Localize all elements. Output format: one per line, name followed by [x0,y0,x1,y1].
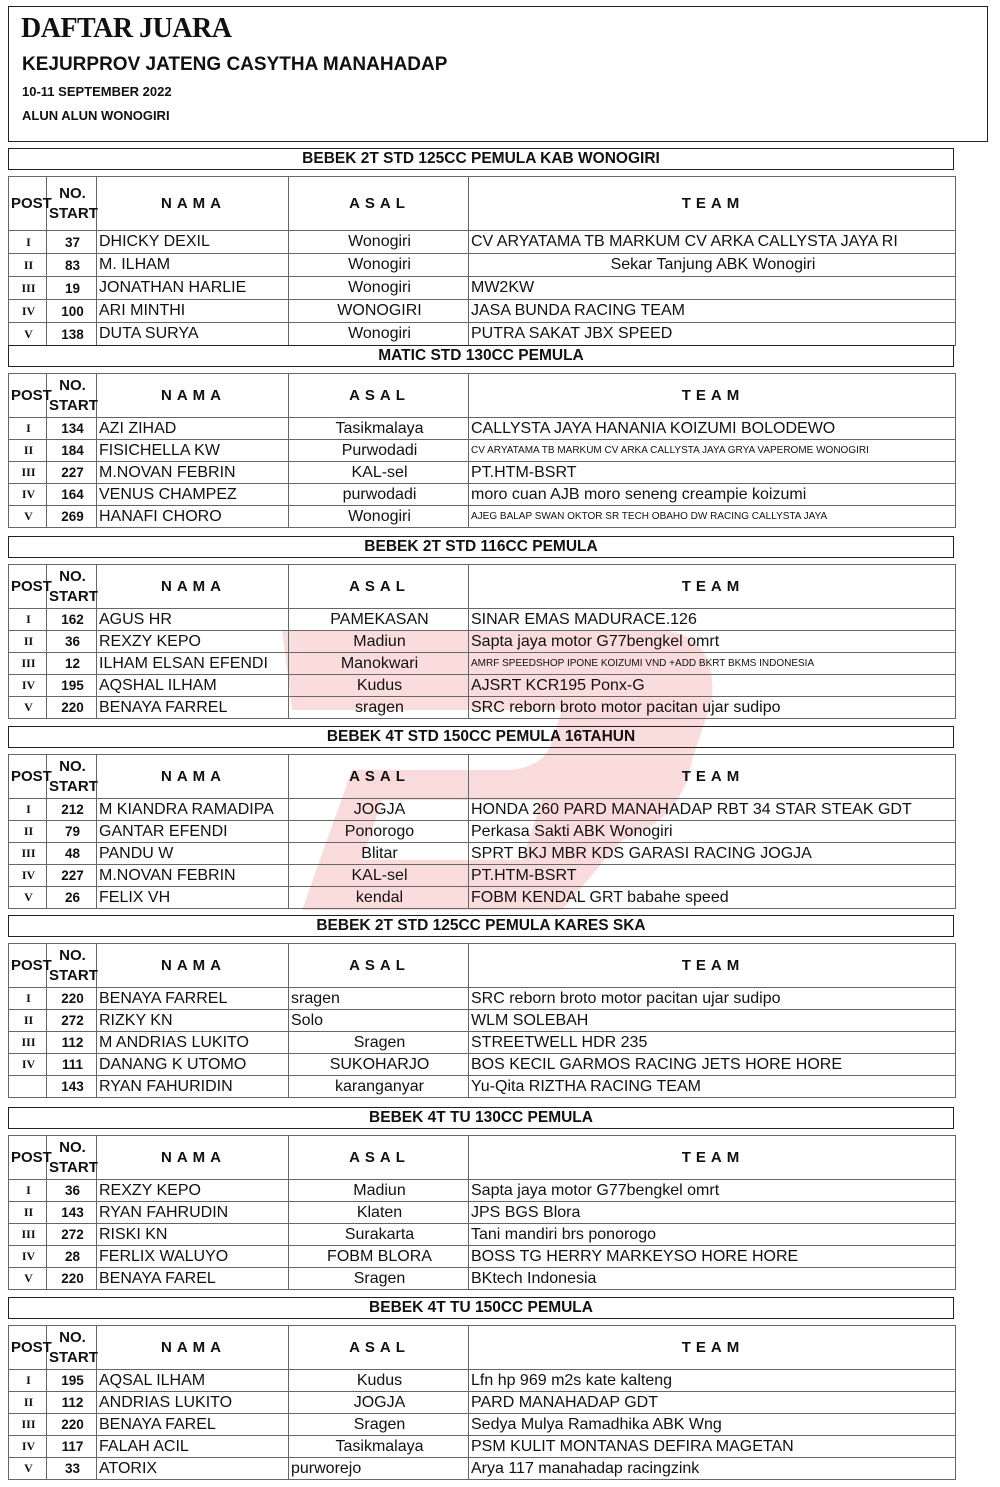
column-header-nama: NAMA [97,755,289,799]
no-label: NO. [59,757,86,775]
position-cell: II [9,254,47,277]
column-header-nama: NAMA [97,1136,289,1180]
section-title: BEBEK 2T STD 125CC PEMULA KAB WONOGIRI [8,148,954,170]
table-header-row [9,1326,956,1370]
result-section [8,726,988,909]
start-number-cell: 36 [47,631,97,653]
rider-name-cell: M. ILHAM [97,254,289,277]
start-number-cell: 212 [47,799,97,821]
table-row [9,1180,956,1202]
team-cell: PSM KULIT MONTANAS DEFIRA MAGETAN [469,1436,956,1458]
start-number-cell: 112 [47,1032,97,1054]
table-row [9,300,956,323]
start-number-cell: 33 [47,1458,97,1480]
origin-cell: SUKOHARJO [289,1054,469,1076]
start-number-cell: 12 [47,653,97,675]
table-row [9,631,956,653]
position-cell: I [9,418,47,440]
origin-cell: sragen [289,697,469,719]
rider-name-cell: RISKI KN [97,1224,289,1246]
start-number-cell: 36 [47,1180,97,1202]
rider-name-cell: AQSAL ILHAM [97,1370,289,1392]
position-cell: IV [9,675,47,697]
team-cell: AMRF SPEEDSHOP IPONE KOIZUMI VND +ADD BKRT BKMS INDONESIA [469,653,956,675]
no-label: NO. [59,376,86,394]
start-number-cell: 19 [47,277,97,300]
section-title: BEBEK 4T STD 150CC PEMULA 16TAHUN [8,726,954,748]
table-row [9,821,956,843]
start-number-cell: 37 [47,231,97,254]
table-row [9,1414,956,1436]
position-cell: III [9,1224,47,1246]
table-row [9,323,956,346]
start-label: START [49,1158,98,1176]
results-table [8,943,956,1098]
rider-name-cell: M ANDRIAS LUKITO [97,1032,289,1054]
no-label: NO. [59,946,86,964]
table-row [9,462,956,484]
column-header-pos: POST [9,565,47,609]
table-header-row [9,1136,956,1180]
column-header-nama: NAMA [97,944,289,988]
position-cell: V [9,323,47,346]
rider-name-cell: AZI ZIHAD [97,418,289,440]
rider-name-cell: PANDU W [97,843,289,865]
column-header-pos: POST [9,755,47,799]
start-number-cell: 138 [47,323,97,346]
column-header-asal: ASAL [289,755,469,799]
position-cell: IV [9,1246,47,1268]
rider-name-cell: FISICHELLA KW [97,440,289,462]
rider-name-cell: RYAN FAHRUDIN [97,1202,289,1224]
table-row [9,609,956,631]
start-number-cell: 100 [47,300,97,323]
column-header-no-start [47,565,97,609]
origin-cell: Wonogiri [289,277,469,300]
position-cell: II [9,631,47,653]
origin-cell: Surakarta [289,1224,469,1246]
rider-name-cell: BENAYA FAREL [97,1268,289,1290]
table-row [9,1010,956,1032]
origin-cell: Manokwari [289,653,469,675]
team-cell: SRC reborn broto motor pacitan ujar sudipo [469,988,956,1010]
position-cell: III [9,462,47,484]
origin-cell: purwodadi [289,484,469,506]
table-row [9,254,956,277]
result-section [8,148,988,346]
result-section [8,345,988,528]
rider-name-cell: ANDRIAS LUKITO [97,1392,289,1414]
table-header-row [9,565,956,609]
team-cell: MW2KW [469,277,956,300]
column-header-pos: POST [9,1136,47,1180]
rider-name-cell: BENAYA FARREL [97,988,289,1010]
position-cell: II [9,440,47,462]
team-cell: PUTRA SAKAT JBX SPEED [469,323,956,346]
start-number-cell: 195 [47,1370,97,1392]
team-cell: JPS BGS Blora [469,1202,956,1224]
column-header-pos: POST [9,944,47,988]
table-row [9,1076,956,1098]
column-header-nama: NAMA [97,177,289,231]
team-cell: Sapta jaya motor G77bengkel omrt [469,1180,956,1202]
start-number-cell: 220 [47,1414,97,1436]
start-label: START [49,966,98,984]
table-header-row [9,177,956,231]
rider-name-cell: M.NOVAN FEBRIN [97,462,289,484]
origin-cell: JOGJA [289,799,469,821]
table-header-row [9,755,956,799]
table-row [9,988,956,1010]
event-name: KEJURPROV JATENG CASYTHA MANAHADAP [22,54,448,75]
no-label: NO. [59,567,86,585]
position-cell: III [9,653,47,675]
position-cell: V [9,506,47,528]
table-row [9,277,956,300]
origin-cell: Sragen [289,1414,469,1436]
rider-name-cell: ILHAM ELSAN EFENDI [97,653,289,675]
table-row [9,887,956,909]
section-title: BEBEK 2T STD 116CC PEMULA [8,536,954,558]
position-cell: III [9,1032,47,1054]
column-header-no-start [47,177,97,231]
team-cell: CV ARYATAMA TB MARKUM CV ARKA CALLYSTA JAYA GRYA VAPEROME WONOGIRI [469,440,956,462]
table-row [9,1224,956,1246]
position-cell: I [9,799,47,821]
document-title: DAFTAR JUARA [21,13,232,44]
origin-cell: WONOGIRI [289,300,469,323]
result-section [8,536,988,719]
origin-cell: Sragen [289,1268,469,1290]
rider-name-cell: ARI MINTHI [97,300,289,323]
result-section [8,1107,988,1290]
team-cell: PARD MANAHADAP GDT [469,1392,956,1414]
start-number-cell: 272 [47,1224,97,1246]
column-header-no-start [47,1326,97,1370]
table-row [9,1268,956,1290]
position-cell: II [9,821,47,843]
column-header-team: TEAM [469,1136,956,1180]
table-row [9,1392,956,1414]
origin-cell: purworejo [289,1458,469,1480]
rider-name-cell: JONATHAN HARLIE [97,277,289,300]
team-cell: PT.HTM-BSRT [469,462,956,484]
table-row [9,799,956,821]
table-row [9,697,956,719]
results-table [8,373,956,528]
result-section [8,915,988,1098]
position-cell: IV [9,1436,47,1458]
team-cell: BOSS TG HERRY MARKEYSO HORE HORE [469,1246,956,1268]
team-cell: Sekar Tanjung ABK Wonogiri [469,254,956,277]
origin-cell: KAL-sel [289,462,469,484]
position-cell: V [9,1268,47,1290]
origin-cell: Kudus [289,1370,469,1392]
origin-cell: Ponorogo [289,821,469,843]
position-cell: II [9,1392,47,1414]
column-header-asal: ASAL [289,565,469,609]
start-number-cell: 164 [47,484,97,506]
origin-cell: Wonogiri [289,323,469,346]
origin-cell: KAL-sel [289,865,469,887]
team-cell: PT.HTM-BSRT [469,865,956,887]
team-cell: WLM SOLEBAH [469,1010,956,1032]
rider-name-cell: DHICKY DEXIL [97,231,289,254]
position-cell: I [9,609,47,631]
results-table [8,754,956,909]
start-label: START [49,396,98,414]
table-row [9,231,956,254]
origin-cell: karanganyar [289,1076,469,1098]
rider-name-cell: REXZY KEPO [97,631,289,653]
rider-name-cell: AQSHAL ILHAM [97,675,289,697]
position-cell: V [9,697,47,719]
origin-cell: Purwodadi [289,440,469,462]
position-cell: III [9,277,47,300]
team-cell: Arya 117 manahadap racingzink [469,1458,956,1480]
column-header-nama: NAMA [97,374,289,418]
rider-name-cell: VENUS CHAMPEZ [97,484,289,506]
start-number-cell: 79 [47,821,97,843]
team-cell: FOBM KENDAL GRT babahe speed [469,887,956,909]
results-table [8,1325,956,1480]
start-number-cell: 28 [47,1246,97,1268]
origin-cell: kendal [289,887,469,909]
rider-name-cell: BENAYA FARREL [97,697,289,719]
column-header-no-start [47,374,97,418]
team-cell: Tani mandiri brs ponorogo [469,1224,956,1246]
result-section [8,1297,988,1480]
table-header-row [9,374,956,418]
table-row [9,1370,956,1392]
table-row [9,418,956,440]
position-cell [9,1076,47,1098]
start-label: START [49,777,98,795]
origin-cell: Wonogiri [289,506,469,528]
team-cell: Lfn hp 969 m2s kate kalteng [469,1370,956,1392]
position-cell: V [9,887,47,909]
team-cell: BOS KECIL GARMOS RACING JETS HORE HORE [469,1054,956,1076]
column-header-team: TEAM [469,944,956,988]
table-row [9,506,956,528]
column-header-asal: ASAL [289,1136,469,1180]
position-cell: I [9,1370,47,1392]
rider-name-cell: HANAFI CHORO [97,506,289,528]
start-number-cell: 195 [47,675,97,697]
table-row [9,1032,956,1054]
team-cell: SRC reborn broto motor pacitan ujar sudipo [469,697,956,719]
rider-name-cell: M.NOVAN FEBRIN [97,865,289,887]
no-label: NO. [59,1138,86,1156]
start-number-cell: 227 [47,865,97,887]
origin-cell: JOGJA [289,1392,469,1414]
team-cell: JASA BUNDA RACING TEAM [469,300,956,323]
rider-name-cell: ATORIX [97,1458,289,1480]
origin-cell: Solo [289,1010,469,1032]
column-header-team: TEAM [469,177,956,231]
start-number-cell: 269 [47,506,97,528]
rider-name-cell: BENAYA FAREL [97,1414,289,1436]
table-row [9,1458,956,1480]
rider-name-cell: RYAN FAHURIDIN [97,1076,289,1098]
table-row [9,440,956,462]
origin-cell: Wonogiri [289,231,469,254]
table-row [9,1202,956,1224]
position-cell: III [9,1414,47,1436]
no-label: NO. [59,1328,86,1346]
section-title: BEBEK 4T TU 130CC PEMULA [8,1107,954,1129]
team-cell: AJSRT KCR195 Ponx-G [469,675,956,697]
table-row [9,865,956,887]
origin-cell: Madiun [289,631,469,653]
table-row [9,843,956,865]
position-cell: II [9,1010,47,1032]
origin-cell: Klaten [289,1202,469,1224]
rider-name-cell: AGUS HR [97,609,289,631]
position-cell: IV [9,300,47,323]
event-venue: ALUN ALUN WONOGIRI [22,108,170,123]
team-cell: Yu-Qita RIZTHA RACING TEAM [469,1076,956,1098]
position-cell: III [9,843,47,865]
origin-cell: Tasikmalaya [289,1436,469,1458]
table-row [9,653,956,675]
start-number-cell: 220 [47,697,97,719]
start-number-cell: 220 [47,988,97,1010]
team-cell: AJEG BALAP SWAN OKTOR SR TECH OBAHO DW RACING CALLYSTA JAYA [469,506,956,528]
origin-cell: PAMEKASAN [289,609,469,631]
start-number-cell: 112 [47,1392,97,1414]
section-title: BEBEK 4T TU 150CC PEMULA [8,1297,954,1319]
rider-name-cell: M KIANDRA RAMADIPA [97,799,289,821]
position-cell: II [9,1202,47,1224]
origin-cell: Madiun [289,1180,469,1202]
column-header-team: TEAM [469,565,956,609]
column-header-pos: POST [9,1326,47,1370]
column-header-asal: ASAL [289,374,469,418]
start-number-cell: 83 [47,254,97,277]
column-header-nama: NAMA [97,565,289,609]
origin-cell: Blitar [289,843,469,865]
table-row [9,1246,956,1268]
start-number-cell: 143 [47,1076,97,1098]
table-row [9,1436,956,1458]
origin-cell: Sragen [289,1032,469,1054]
column-header-no-start [47,944,97,988]
column-header-team: TEAM [469,374,956,418]
column-header-asal: ASAL [289,177,469,231]
column-header-asal: ASAL [289,1326,469,1370]
rider-name-cell: FERLIX WALUYO [97,1246,289,1268]
origin-cell: Tasikmalaya [289,418,469,440]
column-header-pos: POST [9,374,47,418]
table-row [9,1054,956,1076]
origin-cell: Kudus [289,675,469,697]
start-label: START [49,587,98,605]
team-cell: SINAR EMAS MADURACE.126 [469,609,956,631]
rider-name-cell: GANTAR EFENDI [97,821,289,843]
section-title: MATIC STD 130CC PEMULA [8,345,954,367]
rider-name-cell: FALAH ACIL [97,1436,289,1458]
team-cell: Sedya Mulya Ramadhika ABK Wng [469,1414,956,1436]
start-number-cell: 184 [47,440,97,462]
column-header-no-start [47,1136,97,1180]
results-table [8,564,956,719]
origin-cell: Wonogiri [289,254,469,277]
start-label: START [49,204,98,222]
rider-name-cell: DANANG K UTOMO [97,1054,289,1076]
origin-cell: sragen [289,988,469,1010]
start-number-cell: 26 [47,887,97,909]
rider-name-cell: RIZKY KN [97,1010,289,1032]
rider-name-cell: DUTA SURYA [97,323,289,346]
team-cell: BKtech Indonesia [469,1268,956,1290]
team-cell: CV ARYATAMA TB MARKUM CV ARKA CALLYSTA JAYA RI [469,231,956,254]
event-date: 10-11 SEPTEMBER 2022 [22,84,172,99]
start-number-cell: 220 [47,1268,97,1290]
team-cell: STREETWELL HDR 235 [469,1032,956,1054]
start-number-cell: 162 [47,609,97,631]
column-header-no-start [47,755,97,799]
document-header [8,6,988,142]
position-cell: I [9,231,47,254]
team-cell: Sapta jaya motor G77bengkel omrt [469,631,956,653]
rider-name-cell: REXZY KEPO [97,1180,289,1202]
results-table [8,176,956,346]
start-number-cell: 143 [47,1202,97,1224]
team-cell: CALLYSTA JAYA HANANIA KOIZUMI BOLODEWO [469,418,956,440]
position-cell: I [9,1180,47,1202]
team-cell: moro cuan AJB moro seneng creampie koizumi [469,484,956,506]
position-cell: I [9,988,47,1010]
start-number-cell: 111 [47,1054,97,1076]
start-number-cell: 48 [47,843,97,865]
results-table [8,1135,956,1290]
start-number-cell: 117 [47,1436,97,1458]
team-cell: Perkasa Sakti ABK Wonogiri [469,821,956,843]
table-row [9,675,956,697]
origin-cell: FOBM BLORA [289,1246,469,1268]
no-label: NO. [59,184,86,202]
start-label: START [49,1348,98,1366]
position-cell: V [9,1458,47,1480]
column-header-team: TEAM [469,755,956,799]
start-number-cell: 227 [47,462,97,484]
table-row [9,484,956,506]
column-header-pos: POST [9,177,47,231]
column-header-nama: NAMA [97,1326,289,1370]
position-cell: IV [9,865,47,887]
position-cell: IV [9,484,47,506]
start-number-cell: 134 [47,418,97,440]
team-cell: SPRT BKJ MBR KDS GARASI RACING JOGJA [469,843,956,865]
column-header-asal: ASAL [289,944,469,988]
rider-name-cell: FELIX VH [97,887,289,909]
position-cell: IV [9,1054,47,1076]
table-header-row [9,944,956,988]
section-title: BEBEK 2T STD 125CC PEMULA KARES SKA [8,915,954,937]
team-cell: HONDA 260 PARD MANAHADAP RBT 34 STAR STEAK GDT [469,799,956,821]
column-header-team: TEAM [469,1326,956,1370]
start-number-cell: 272 [47,1010,97,1032]
